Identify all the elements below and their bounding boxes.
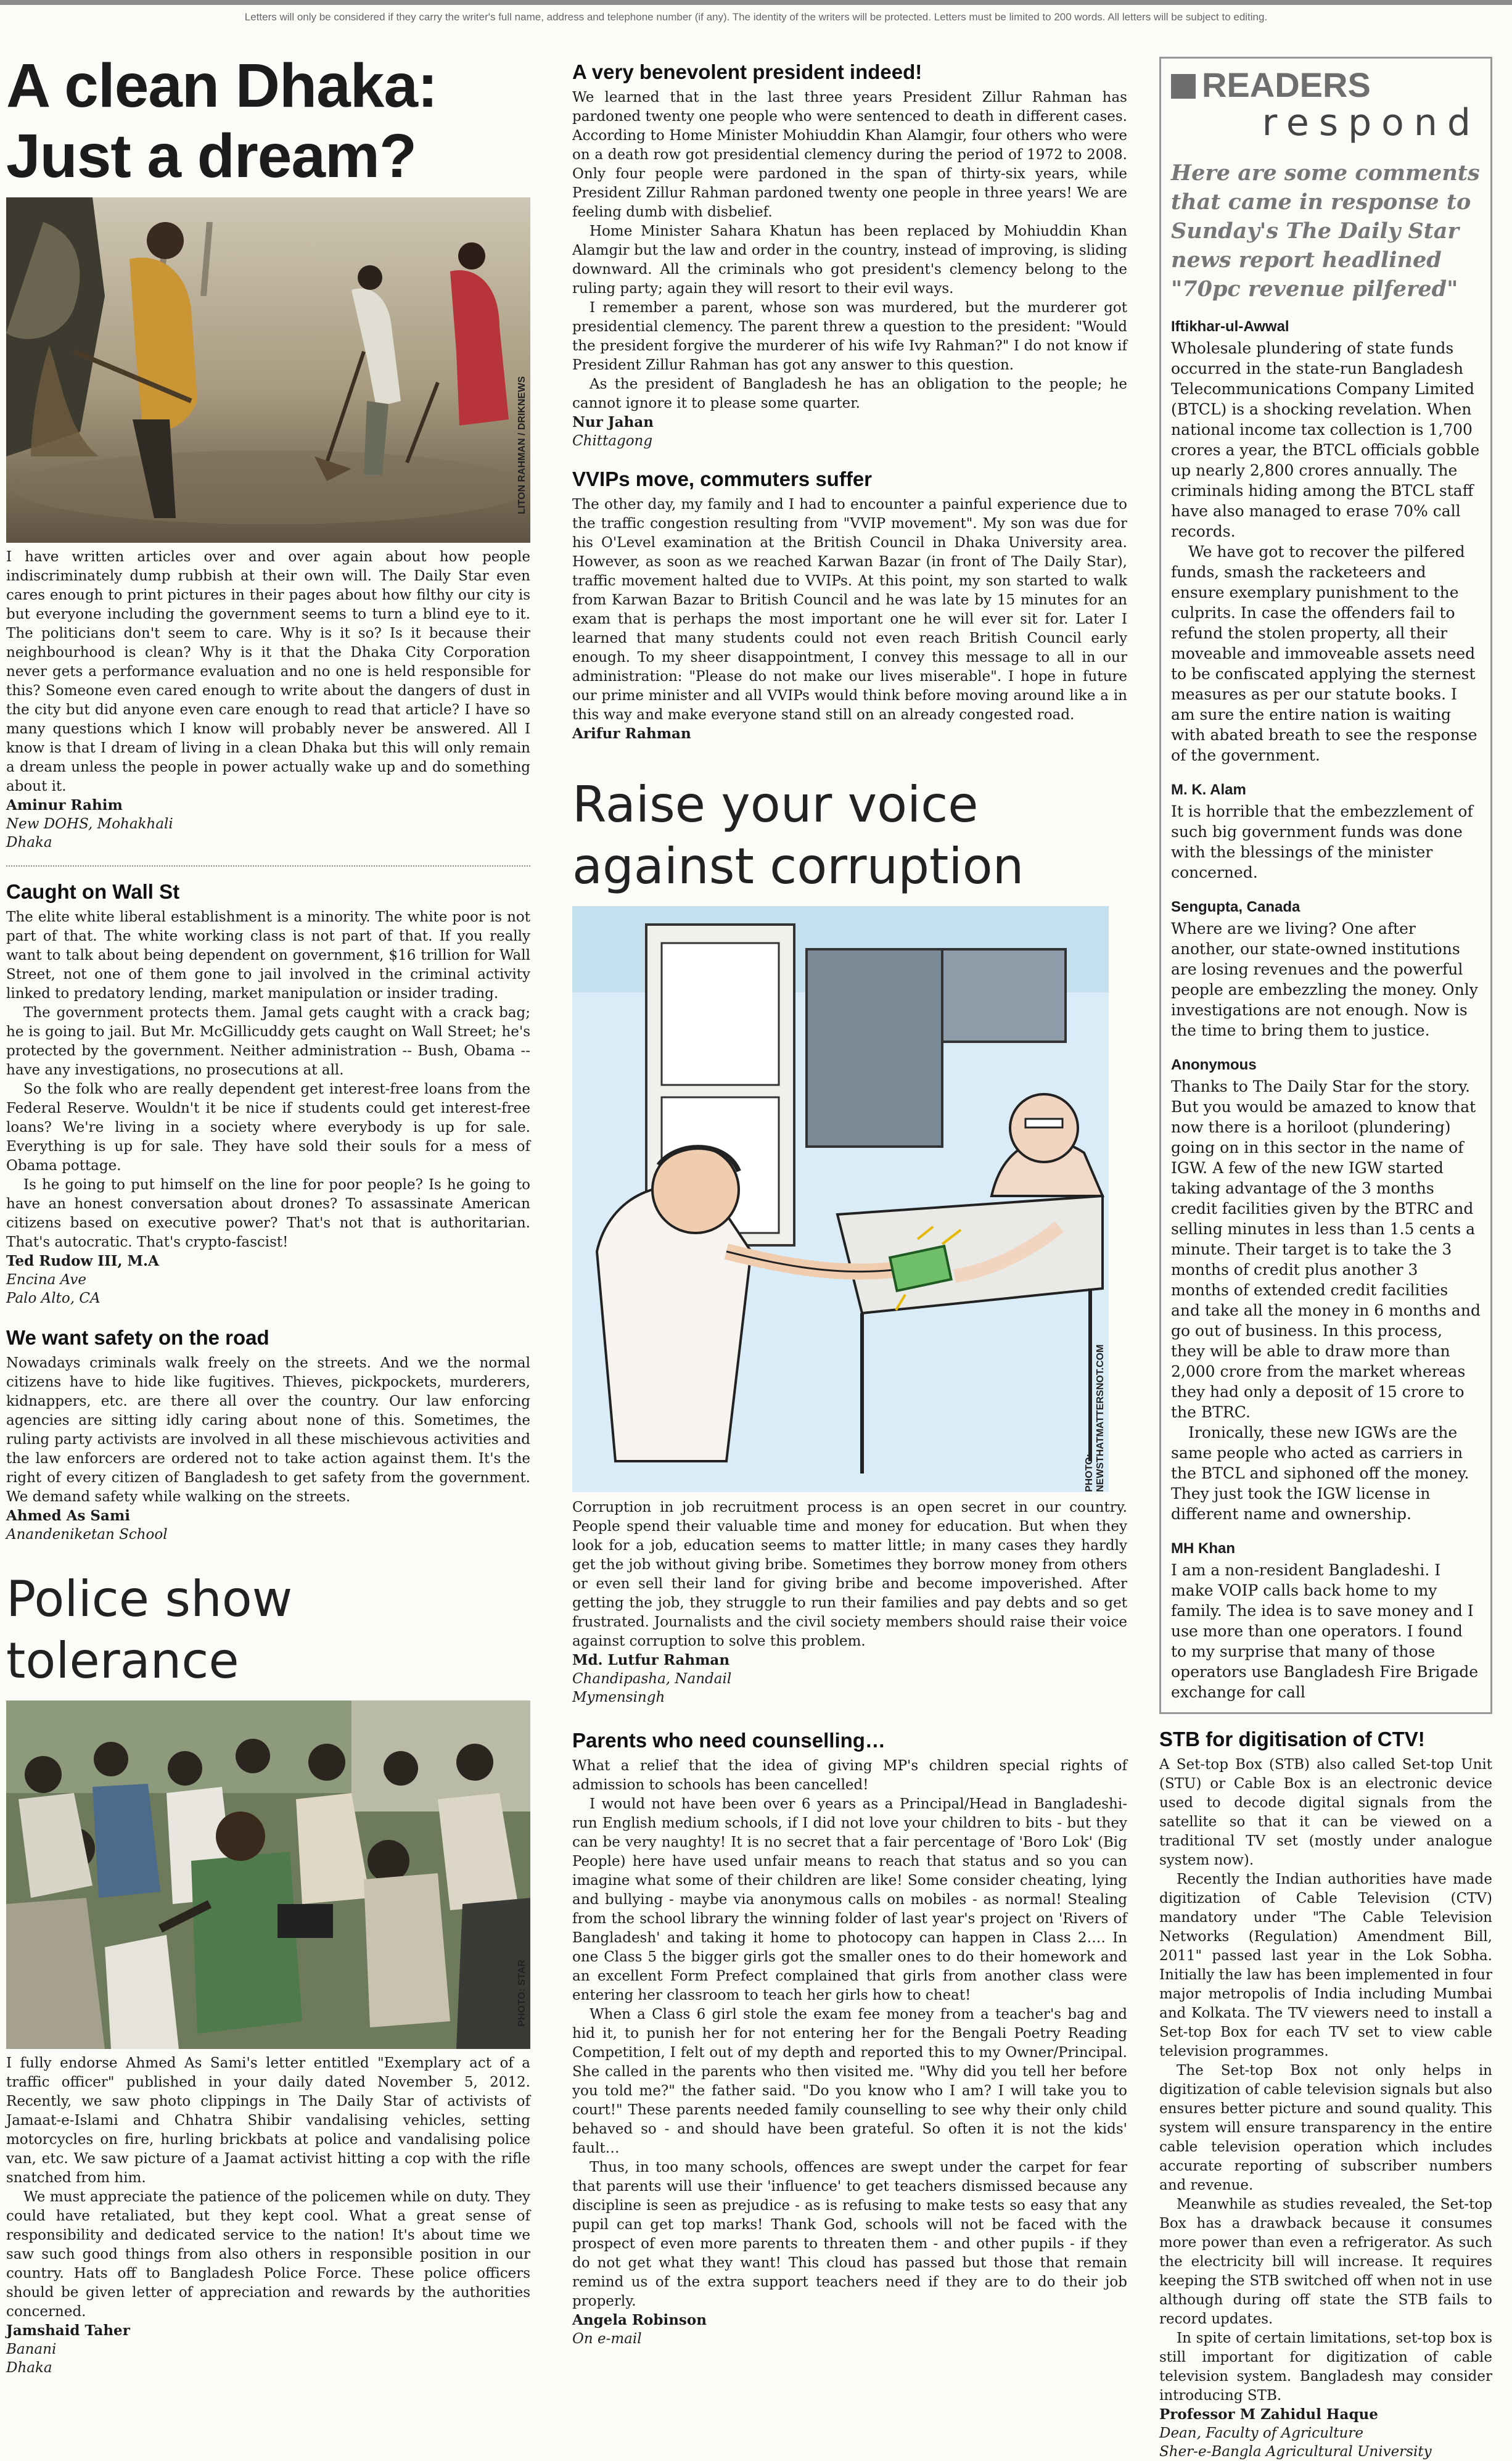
headline-wall-st: Caught on Wall St (6, 880, 180, 903)
letter-paragraph: In spite of certain limitations, set-top box is still important for digitization of cable television system. Bangladesh may consider introducing STB. (1159, 2330, 1492, 2404)
comment-paragraph: Wholesale plundering of state funds occurred in the state-run Bangladesh Telecommunications Company Limited (BTCL) is a shocking revelation. When national income tax collection is 1,700 crores a year, the BTCL officials gobble up nearly 2,800 crores annually. The criminals hiding among the BTCL staff have also managed to erase 70% call records. (1171, 339, 1480, 540)
headline-vvips: VVIPs move, commuters suffer (572, 468, 873, 490)
author-city: Mymensingh (572, 1689, 665, 1705)
letter-paragraph: The elite white liberal establishment is a minority. The white poor is not part of that. The white working class is not part of that. If you really want to talk about being dependent on government, $16 trillion for Wall Street, not one of them gone to jail involved in the criminal activity linked to predatory lending, market manipulation or insider trading. (6, 909, 530, 1002)
commenter-name: Sengupta, Canada (1171, 899, 1300, 915)
letter-paragraph: Is he going to put himself on the line for poor people? Is he going to have an honest conversation about drones? To assassinate American citizens based on executive power? That's not that is authoritarian. That's autocratic. That's crypto-fascist! (6, 1177, 530, 1250)
letter-paragraph: When a Class 6 girl stole the exam fee money from a teacher's bag and hid it, to punish her for not entering her for the Bengali Poetry Reading Competition, I felt out of my depth and reported this to my Owner/Principal. She called in the parents who then visited me. "Why did you tell her before you told me?" the father said. "Do you know who I am? I will take you to court!" These parents needed family counselling to see why their only child behaved so - and should have been grateful. So often it is not the kids' fault… (572, 2006, 1127, 2156)
letter-paragraph: I remember a parent, whose son was murdered, but the murderer got presidential clemency. The parent threw a question to the president: "Would the president forgive the murderer of his wife Ivy Rahman?" I do not know if President Zillur Rahman has got any answer to this question. (572, 300, 1127, 373)
author-city: Dhaka (6, 835, 52, 851)
letter-author: Professor M Zahidul Haque (1159, 2406, 1378, 2423)
headline-president: A very benevolent president indeed! (572, 60, 922, 83)
police-crowd-image (6, 1700, 530, 2049)
street-sweepers-image (6, 197, 530, 543)
readers-title (1171, 67, 1481, 103)
photo-credit-cartoon: PHOTO: NEWSTHATMATTERSNOT.COM (1084, 1344, 1106, 1492)
letter-paragraph: As the president of Bangladesh he has an obligation to the people; he cannot ignore it to please some quarter. (572, 376, 1127, 411)
author-city: Palo Alto, CA (6, 1290, 101, 1306)
letter-author: Arifur Rahman (572, 725, 691, 742)
dotted-separator (6, 865, 530, 867)
author-location: Chittagong (572, 433, 653, 449)
letter-stb (1159, 1726, 1492, 2461)
letter-paragraph: Meanwhile as studies revealed, the Set-top Box has a drawback because it consumes more power than even a refrigerator. As such the electricity bill will increase. It requires keeping the STB switched off when not in use although during off state the STB fails to record updates. (1159, 2196, 1492, 2327)
readers-respond-box (1159, 57, 1492, 1714)
comment-paragraph: Where are we living? One after another, our state-owned institutions are losing revenues and the powerful people are embezzling the money. Only investigations are not enough. Now is the time to bring them to justice. (1171, 920, 1478, 1039)
commenter-name: Iftikhar-ul-Awwal (1171, 318, 1289, 335)
readers-intro: Here are some comments that came in response to Sunday's The Daily Star news report headlined "70pc revenue pilfered" (1171, 160, 1480, 302)
photo-credit-clean-dhaka: LITON RAHMAN / DRIKNEWS (517, 376, 527, 514)
photo-police-crowd (6, 1700, 530, 2049)
bribe-cartoon-image (572, 906, 1109, 1492)
column-middle (572, 59, 1127, 2348)
readers-title-text: READERS (1202, 65, 1371, 104)
letter-author: Jamshaid Taher (6, 2322, 130, 2339)
letter-paragraph: I fully endorse Ahmed As Sami's letter entitled "Exemplary act of a traffic officer" published in your daily dated November 5, 2012. Recently, we saw photo clippings in The Daily Star of activists of Jamaat-e-Islami and Chhatra Shibir vandalising vehicles, setting motorcycles on fire, hurling brickbats at police and vandalising police van, etc. We saw picture of a Jaamat activist hitting a cop with the rifle snatched from him. (6, 2055, 530, 2186)
column-left (6, 51, 530, 2377)
letter-vvips (572, 466, 1127, 743)
comment-paragraph: Ironically, these new IGWs are the same people who acted as carriers in the BTCL and siphoned off the money. They just took the IGW license in different name and ownership. (1171, 1424, 1469, 1523)
photo-street-sweepers (6, 197, 530, 543)
author-location: Chandipasha, Nandail (572, 1671, 732, 1687)
letter-wall-st (6, 879, 530, 1308)
letter-body: Corruption in job recruitment process is an open secret in our country. People spend their valuable time and money for education. But when they look for a job, education seems to matter little; in many cases they hardly get the job without giving bribe. Sometimes they borrow money from others or even sell their land for giving bribe and become impoverished. After getting the job, they struggle to run their families and pay debts and so get frustrated. Journalists and the civil society members should raise their voice against corruption to solve this problem. (572, 1499, 1127, 1649)
letter-parents (572, 1728, 1127, 2348)
letter-author: Angela Robinson (572, 2312, 707, 2328)
author-location: Encina Ave (6, 1272, 86, 1288)
letters-policy-note: Letters will only be considered if they carry the writer's full name, address and telephone number (if any). The identity of the writers will be protected. Letters must be limited to 200 words. All letters will be subject to editing. (244, 11, 1268, 23)
comment-paragraph: We have got to recover the pilfered funds, smash the racketeers and ensure exemplary punishment to the culprits. In case the offenders fail to refund the stolen property, all their moveable and immoveable assets need to be confiscated applying the sternest measures as per our statute books. I am sure the entire nation is waiting with abated breath to see the response of the government. (1171, 543, 1477, 764)
cartoon-bribe (572, 906, 1109, 1492)
commenter-name: Anonymous (1171, 1057, 1257, 1073)
letter-body: The other day, my family and I had to encounter a painful experience due to the traffic congestion resulting from "VVIP movement". My son was due for his O'Level examination at the British Council in Dhaka University area. However, as soon as we reached Karwan Bazar (in front of The Daily Star), traffic movement halted due to VVIPs. At this point, my son started to walk from Karwan Bazar to British Council and he was late by 15 minutes for an exam that is perhaps the most important one he will ever sit for. Later I learned that many students could not even reach British Council early enough. To my sheer disappointment, I convey this message to all in our administration: "Please do not make our lives miserable". I hope in future our prime minister and all VVIPs would think before moving around like a in this way and make everyone stand still on an already congested road. (572, 497, 1127, 723)
author-location: Anandeniketan School (6, 1527, 168, 1543)
comment-paragraph: Thanks to The Daily Star for the story. But you would be amazed to know that now there is a horiloot (plundering) going on in this sector in the name of IGW. A few of the new IGW started taking advantage of the 3 months credit facilities given by the BTRC and selling minutes in less than 1.5 cents a minute. Their target is to take the 3 months of credit plus another 3 months of extended credit facilities and take all the money in 6 months and go out of business. In this process, they will be able to draw more than 2,000 crore from the market whereas they had only a deposit of 15 crore to the BTRC. (1171, 1078, 1481, 1421)
headline-stb: STB for digitisation of CTV! (1159, 1728, 1425, 1750)
author-location: On e-mail (572, 2331, 642, 2347)
letter-clean-dhaka (6, 51, 530, 852)
letter-paragraph: Recently the Indian authorities have made digitization of Cable Television (CTV) mandatory under "The Cable Television Networks (Regulation) Amendment Bill, 2011" passed last year in the Lok Sobha. Initially the law has been implemented in four major metropolis of India including Mumbai and Kolkata. The TV viewers need to install a Set-top Box for each TV set to view cable television programmes. (1159, 1871, 1492, 2059)
letter-paragraph: We learned that in the last three years President Zillur Rahman has pardoned twenty one people who were sentenced to death in different cases. According to Home Minister Mohiuddin Khan Alamgir, four others who were on a death row got presidential clemency during the period of 1972 to 2008. Only four people were pardoned in the span of thirty-six years, while President Zillur Rahman pardoned twenty one people in three years! We are feeling dumb with disbelief. (572, 89, 1127, 220)
author-title: Dean, Faculty of Agriculture (1159, 2425, 1363, 2441)
letter-paragraph: The Set-top Box not only helps in digitization of cable television signals but also ensures better picture and sound quality. This system will ensure transparency in the entire cable television operation which includes accurate reporting of subscriber numbers and revenue. (1159, 2063, 1492, 2193)
headline-clean-dhaka: A clean Dhaka: Just a dream? (6, 51, 438, 191)
commenter-name: M. K. Alam (1171, 781, 1246, 798)
letter-paragraph: A Set-top Box (STB) also called Set-top Unit (STU) or Cable Box is an electronic device used to decode digital signals from the satellite so that it can be viewed on a traditional TV set (mostly under analogue system now). (1159, 1757, 1492, 1868)
column-right (1159, 57, 1492, 2461)
letter-author: Ted Rudow III, M.A (6, 1253, 159, 1269)
letter-author: Aminur Rahim (6, 797, 123, 814)
letter-paragraph: So the folk who are really dependent get interest-free loans from the Federal Reserve. Wouldn't it be nice if students could get interest-free loans? We're living in a society where everybody is up for sale. Everything is up for sale. They have sold their souls for a mess of Obama pottage. (6, 1081, 530, 1174)
letter-paragraph: We must appreciate the patience of the policemen while on duty. They could have retaliated, but they kept cool. What a great sense of responsibility and dedicated service to the nation! It's about time we saw such good things from also others in responsible position in our country. Hats off to Bangladesh Police Force. These police officers should be given letter of appreciation and rewards by the authorities concerned. (6, 2189, 530, 2320)
letter-road-safety (6, 1325, 530, 1544)
letter-corruption (572, 774, 1127, 1707)
headline-corruption: Raise your voice against corruption (572, 776, 1024, 895)
author-location: Banani (6, 2341, 57, 2357)
letter-body: Nowadays criminals walk freely on the streets. And we the normal citizens have to hide like fugitives. Thieves, pickpockets, murderers, kidnappers, etc. are there all over the country. Our law enforcing agencies are sitting idly caring about none of this. Sometimes, the ruling party activists are involved in all these mischievous activities and the law enforcers are ordered not to take action against them. It's the right of every citizen of Bangladesh to get safety from the government. We demand safety while walking on the streets. (6, 1355, 530, 1505)
top-rule (0, 0, 1512, 5)
letter-paragraph: I would not have been over 6 years as a Principal/Head in Bangladeshi-run English medium schools, if I did not love your children to bits - but they can be very naughty! It is no secret that a fair percentage of 'Boro Lok' (Big People) here have used unfair means to reach that status and so you can imagine what some of their children are like! Some consider cheating, lying and bullying - maybe via anonymous calls on mobiles - as normal! Stealing from the school library the winning folder of last year's project on 'Rivers of Bangladesh' and taking it home to photocopy can happen in Class 2…. In one Class 5 the bigger girls got the smaller ones to do their homework and an excellent Form Prefect complained that girls from another class were entering her classroom to teach her girls how to cheat! (572, 1796, 1127, 2003)
commenter-name: MH Khan (1171, 1540, 1235, 1557)
photo-credit-police: PHOTO: STAR (517, 1960, 527, 2027)
readers-subtitle: respond (1262, 101, 1481, 144)
letter-paragraph: Home Minister Sahara Khatun has been replaced by Mohiuddin Khan Alamgir but the law and order in the country, instead of improving, is sliding downward. All the criminals who got president's clemency belong to the ruling party; again they will resort to their evil ways. (572, 223, 1127, 297)
headline-police-tolerance: Police show tolerance (6, 1570, 293, 1689)
letter-paragraph: What a relief that the idea of giving MP's children special rights of admission to schools has been cancelled! (572, 1758, 1127, 1793)
author-location: New DOHS, Mohakhali (6, 816, 173, 832)
letter-police-tolerance (6, 1569, 530, 2377)
letter-author: Md. Lutfur Rahman (572, 1652, 730, 1668)
author-institution: Sher-e-Bangla Agricultural University (1159, 2444, 1432, 2460)
letter-author: Nur Jahan (572, 414, 654, 431)
letter-body: I have written articles over and over again about how people indiscriminately dump rubbish at their own will. The Daily Star even cares enough to print pictures in their pages about how filthy our city is but everyone including the government seems to turn a blind eye to it. The politicians don't seem to care. Why is it so? Is it because their neighbourhood is clean? Why is it that the Dhaka City Corporation never gets a performance evaluation and no one is held responsible for this? Someone even cared enough to write about the dangers of dust in the city but did anyone even care enough to read that article? I have so many questions which I know will probably never be answered. All I know is that I dream of living in a clean Dhaka but this will only remain a dream unless the people in power actually wake up and do something about it. (6, 549, 530, 794)
letter-paragraph: The government protects them. Jamal gets caught with a crack bag; he is going to jail. But Mr. McGillicuddy gets caught on Wall Street; he's protected by the government. Neither administration -- Bush, Obama -- have any investigations, no prosecutions at all. (6, 1005, 530, 1078)
headline-parents: Parents who need counselling… (572, 1729, 885, 1752)
headline-road-safety: We want safety on the road (6, 1326, 269, 1349)
letter-author: Ahmed As Sami (6, 1507, 131, 1524)
comment-paragraph: I am a non-resident Bangladeshi. I make VOIP calls back home to my family. The idea is to save money and I use more than one operators. I found to my surprise that many of those operators use Bangladesh Fire Brigade exchange for call (1171, 1561, 1479, 1701)
comment-paragraph: It is horrible that the embezzlement of such big government funds was done with the blessings of the minister concerned. (1171, 802, 1473, 881)
author-city: Dhaka (6, 2360, 52, 2376)
letter-paragraph: Thus, in too many schools, offences are swept under the carpet for fear that parents will use their 'influence' to get teachers dismissed because any discipline is seen as prejudice - as is refusing to make tests so easy that any pupil can get top marks! Thank God, schools will not be faced with the prospect of even more parents to threaten them - and other pupils - if they do not get what they want! This cloud has passed but those that remain remind us of the extra support teachers need if they are to do their job properly. (572, 2159, 1127, 2309)
square-bullet-icon (1171, 74, 1196, 99)
letter-president (572, 59, 1127, 450)
